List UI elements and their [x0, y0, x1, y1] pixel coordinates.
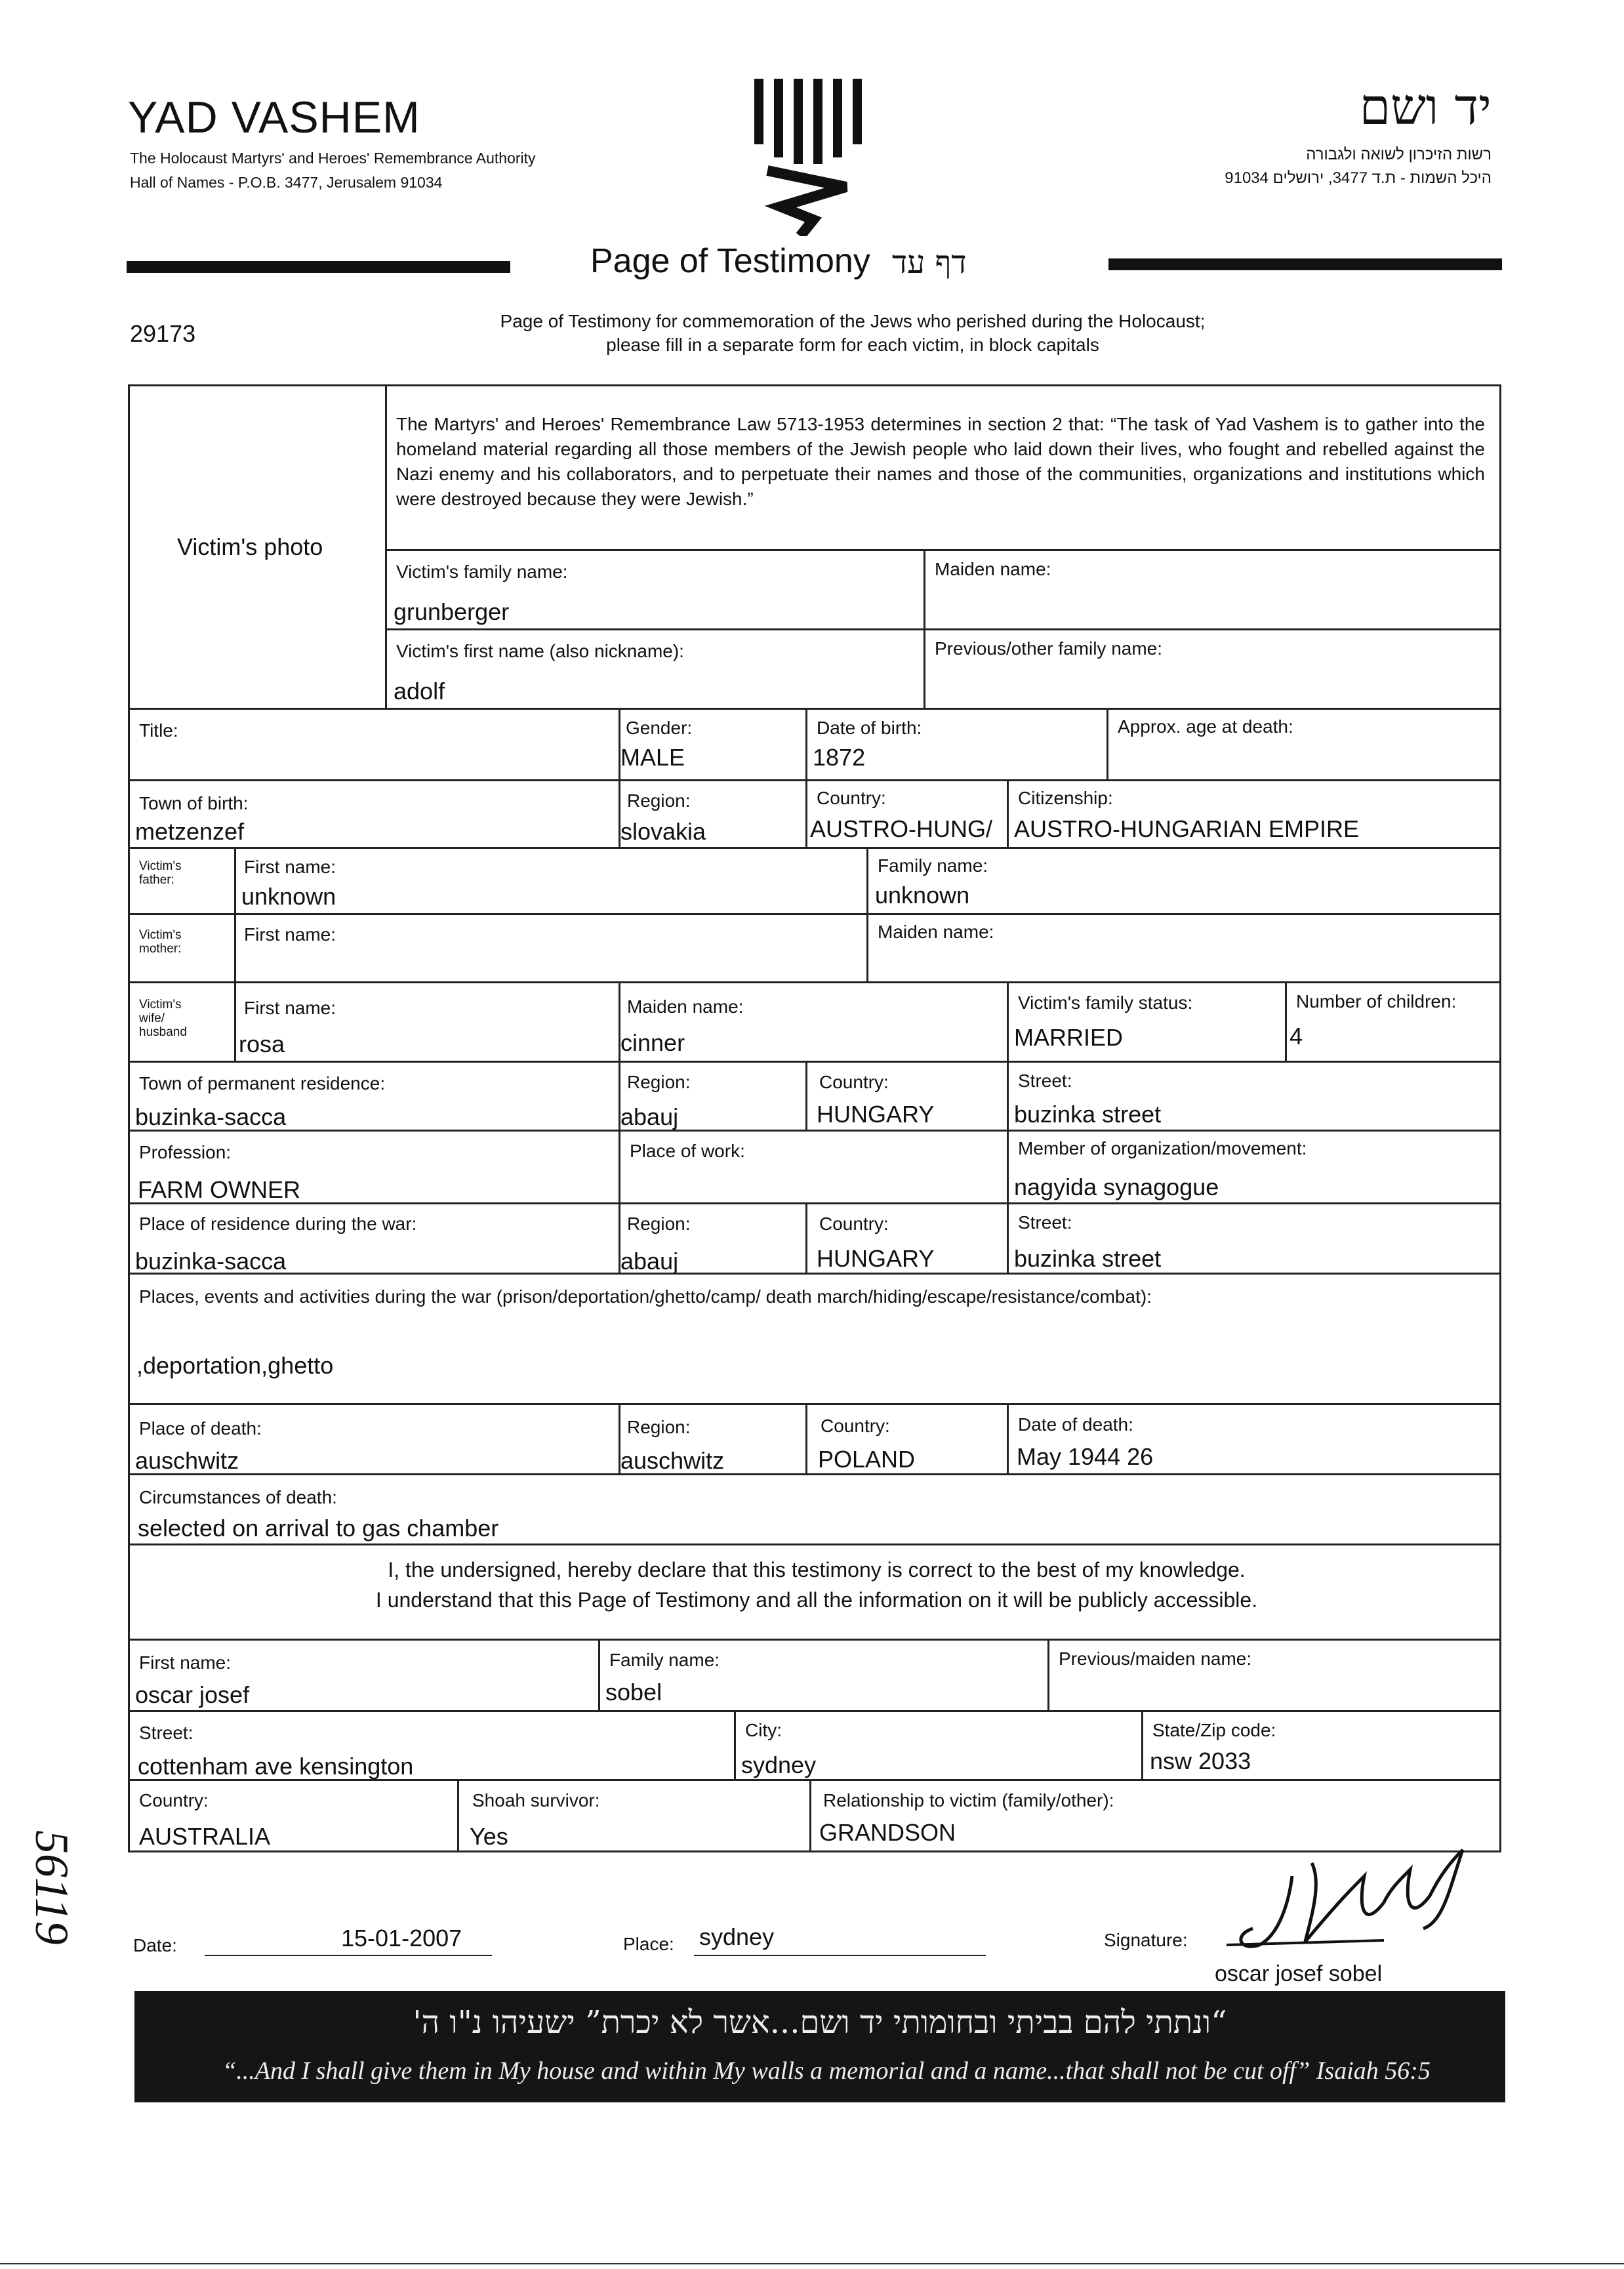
residence-town-label: Town of permanent residence:	[139, 1073, 386, 1094]
residence-region-label: Region:	[627, 1072, 691, 1092]
death-region-label: Region:	[627, 1417, 691, 1437]
maiden-name-label: Maiden name:	[935, 559, 1051, 579]
gender-label: Gender:	[626, 718, 693, 738]
residence-country-cell	[805, 1061, 1009, 1132]
date-value: 15-01-2007	[341, 1925, 462, 1952]
children-value: 4	[1289, 1023, 1303, 1050]
mother-first-label: First name:	[244, 924, 336, 945]
death-country-label: Country:	[821, 1416, 890, 1436]
title-rule-right	[1108, 258, 1502, 270]
profession-cell	[128, 1130, 620, 1204]
spouse-first-value: rosa	[239, 1031, 285, 1057]
children-cell	[1285, 981, 1501, 1063]
footer-hebrew-quote: “ונתתי להם בביתי ובחומותי יד ושם...אשר לא יכרת” ישעיהו נ"ו ה'	[413, 2004, 1227, 2041]
survivor-cell	[457, 1779, 811, 1852]
date-line	[205, 1955, 492, 1956]
previous-name-label: Previous/other family name:	[935, 638, 1163, 659]
member-org-value: nagyida synagogue	[1014, 1174, 1219, 1200]
father-first-label: First name:	[244, 857, 336, 877]
death-circumstances-label: Circumstances of death:	[139, 1487, 337, 1507]
date-label: Date:	[133, 1935, 177, 1955]
birth-region-cell	[619, 779, 807, 849]
org-subtitle-en: The Holocaust Martyrs' and Heroes' Remembrance Authority	[130, 150, 536, 167]
death-date-label: Date of death:	[1018, 1414, 1133, 1435]
spouse-row-cell	[128, 981, 236, 1063]
submitter-zip-value: nsw 2033	[1150, 1748, 1251, 1774]
first-name-cell	[385, 628, 925, 710]
intro-line-1: Page of Testimony for commemoration of the Jews who perished during the Holocaust;	[500, 311, 1206, 331]
victim-photo-label: Victim's photo	[177, 533, 323, 560]
death-place-label: Place of death:	[139, 1418, 262, 1439]
children-label: Number of children:	[1296, 991, 1457, 1012]
death-country-value: POLAND	[818, 1446, 916, 1473]
submitter-first-label: First name:	[139, 1652, 232, 1673]
death-circumstances-value: selected on arrival to gas chamber	[138, 1515, 499, 1542]
first-name-value: adolf	[394, 678, 445, 705]
residence-street-cell	[1007, 1061, 1501, 1132]
gender-cell	[619, 708, 807, 781]
first-name-label: Victim's first name (also nickname):	[396, 641, 684, 661]
org-address-he: היכל השמות - ת.ד 3477, ירושלים 91034	[1225, 169, 1492, 187]
spouse-first-label: First name:	[244, 998, 336, 1018]
gender-value: MALE	[620, 744, 685, 771]
war-country-cell	[805, 1202, 1009, 1275]
residence-region-cell	[619, 1061, 807, 1132]
death-date-value: May 1944 26	[1017, 1443, 1154, 1470]
margin-number: 56119	[26, 1830, 78, 1945]
submitter-first-cell	[128, 1639, 600, 1712]
war-street-label: Street:	[1018, 1212, 1072, 1233]
age-label: Approx. age at death:	[1118, 716, 1293, 737]
profession-value: FARM OWNER	[138, 1176, 300, 1203]
father-family-cell	[866, 847, 1501, 915]
death-date-cell	[1007, 1403, 1501, 1475]
family-name-label: Victim's family name:	[396, 562, 568, 582]
signature-image	[1213, 1837, 1482, 1961]
submitter-country-cell	[128, 1779, 459, 1852]
spouse-first-cell	[234, 981, 620, 1063]
mother-maiden-label: Maiden name:	[878, 922, 994, 942]
survivor-label: Shoah survivor:	[472, 1790, 600, 1810]
relationship-value: GRANDSON	[819, 1819, 956, 1846]
title-cell	[128, 708, 620, 781]
spouse-row-label: Victim's wife/ husband	[139, 998, 187, 1039]
page-title-he: דף עד	[892, 244, 967, 281]
title-rule-left	[127, 261, 510, 273]
submitter-street-cell	[128, 1710, 736, 1781]
survivor-value: Yes	[470, 1823, 508, 1850]
org-subtitle-he: רשות הזיכרון לשואה ולגבורה	[1306, 146, 1492, 163]
family-name-cell	[385, 549, 925, 630]
death-country-cell	[805, 1403, 1009, 1475]
spouse-maiden-label: Maiden name:	[627, 996, 744, 1017]
war-residence-value: buzinka-sacca	[135, 1248, 287, 1275]
submitter-zip-label: State/Zip code:	[1152, 1720, 1276, 1740]
citizenship-cell	[1007, 779, 1501, 849]
war-residence-label: Place of residence during the war:	[139, 1214, 417, 1234]
place-of-work-label: Place of work:	[630, 1141, 745, 1161]
war-region-label: Region:	[627, 1214, 691, 1234]
member-org-label: Member of organization/movement:	[1018, 1138, 1307, 1158]
law-text: The Martyrs' and Heroes' Remembrance Law 5713-1953 determines in section 2 that: “The task of Yad Vashem is to gather into the homeland material regarding all those members of the Jewish people who laid down their lives, who fought and rebelled against the Nazi enemy and his collaborators, and to perpetuate their names and those of the communities, organizations and institutions which were destroyed because they were Jewish.”	[396, 414, 1485, 509]
relationship-label: Relationship to victim (family/other):	[823, 1790, 1114, 1810]
residence-country-label: Country:	[819, 1072, 889, 1092]
victim-photo-box	[128, 384, 387, 710]
mother-row-cell	[128, 913, 236, 983]
war-country-value: HUNGARY	[817, 1245, 935, 1272]
dob-cell	[805, 708, 1108, 781]
place-value: sydney	[699, 1923, 775, 1950]
death-region-cell	[619, 1403, 807, 1475]
footer-banner	[134, 1991, 1505, 2102]
dob-value: 1872	[813, 744, 866, 771]
war-residence-cell	[128, 1202, 620, 1275]
spouse-maiden-cell	[619, 981, 1009, 1063]
death-place-value: auschwitz	[135, 1447, 239, 1474]
citizenship-label: Citizenship:	[1018, 788, 1113, 808]
declaration-text	[138, 1555, 1495, 1615]
family-status-cell	[1007, 981, 1287, 1063]
war-region-cell	[619, 1202, 807, 1275]
residence-street-value: buzinka street	[1014, 1101, 1162, 1128]
father-first-cell	[234, 847, 868, 915]
father-row-cell	[128, 847, 236, 915]
title-label: Title:	[139, 720, 178, 741]
war-country-label: Country:	[819, 1214, 889, 1234]
residence-country-value: HUNGARY	[817, 1101, 935, 1128]
submitter-family-label: Family name:	[609, 1650, 720, 1670]
father-family-value: unknown	[875, 882, 970, 909]
submitter-zip-cell	[1141, 1710, 1501, 1781]
org-name-en: YAD VASHEM	[128, 92, 420, 142]
mother-maiden-cell	[866, 913, 1501, 983]
residence-street-label: Street:	[1018, 1071, 1072, 1091]
father-row-label: Victim's father:	[139, 859, 182, 887]
mother-first-cell	[234, 913, 868, 983]
page-title: Page of Testimony	[590, 242, 870, 280]
submitter-prev-cell	[1047, 1639, 1501, 1712]
place-line	[694, 1955, 986, 1956]
form-intro	[367, 310, 1338, 357]
dob-label: Date of birth:	[817, 718, 922, 738]
submitter-family-cell	[598, 1639, 1049, 1712]
submitter-street-value: cottenham ave kensington	[138, 1753, 414, 1780]
father-first-value: unknown	[241, 883, 336, 910]
birth-region-value: slovakia	[620, 818, 706, 845]
family-name-value: grunberger	[394, 598, 510, 625]
place-label: Place:	[623, 1934, 674, 1954]
age-cell	[1106, 708, 1501, 781]
submitter-family-value: sobel	[605, 1679, 662, 1706]
family-status-value: MARRIED	[1014, 1024, 1124, 1051]
war-events-label: Places, events and activities during the war (prison/deportation/ghetto/camp/ death march/hiding/escape/resistance/combat):	[139, 1286, 1152, 1307]
previous-name-cell	[924, 628, 1501, 710]
residence-town-cell	[128, 1061, 620, 1132]
footer-english-quote: “...And I shall give them in My house and within My walls a memorial and a name...that shall not be cut off” Isaiah 56:5	[222, 2057, 1431, 2085]
death-place-cell	[128, 1403, 620, 1475]
submitter-city-cell	[734, 1710, 1143, 1781]
maiden-name-cell	[924, 549, 1501, 630]
form-number: 29173	[130, 320, 196, 347]
signature-label: Signature:	[1104, 1930, 1188, 1950]
death-circumstances-cell	[128, 1473, 1501, 1545]
residence-region-value: abauj	[620, 1103, 679, 1130]
org-name-he: יד ושם	[1359, 77, 1492, 136]
org-address-en: Hall of Names - P.O.B. 3477, Jerusalem 91034	[130, 174, 443, 191]
spouse-maiden-value: cinner	[620, 1029, 685, 1056]
birth-town-label: Town of birth:	[139, 793, 249, 813]
birth-town-value: metzenzef	[135, 818, 245, 845]
death-region-value: auschwitz	[620, 1447, 725, 1474]
bottom-scan-line	[0, 2263, 1624, 2264]
birth-region-label: Region:	[627, 790, 691, 811]
war-street-value: buzinka street	[1014, 1245, 1162, 1272]
member-org-cell	[1007, 1130, 1501, 1204]
birth-country-value: AUSTRO-HUNG/	[810, 815, 992, 842]
yad-vashem-logo	[741, 72, 872, 236]
submitter-city-label: City:	[745, 1720, 782, 1740]
birth-country-cell	[805, 779, 1009, 849]
declaration-line-1: I, the undersigned, hereby declare that this testimony is correct to the best of my knowledge.	[388, 1558, 1246, 1582]
war-street-cell	[1007, 1202, 1501, 1275]
citizenship-value: AUSTRO-HUNGARIAN EMPIRE	[1014, 815, 1360, 842]
residence-town-value: buzinka-sacca	[135, 1103, 287, 1130]
war-events-cell	[128, 1273, 1501, 1405]
mother-row-label: Victim's mother:	[139, 928, 182, 956]
declaration-line-2: I understand that this Page of Testimony and all the information on it will be publicly accessible.	[375, 1588, 1258, 1612]
war-region-value: abauj	[620, 1248, 679, 1275]
profession-label: Profession:	[139, 1142, 232, 1162]
birth-country-label: Country:	[817, 788, 886, 808]
father-family-label: Family name:	[878, 855, 988, 876]
submitter-prev-label: Previous/maiden name:	[1059, 1648, 1252, 1669]
submitter-country-label: Country:	[139, 1790, 209, 1810]
submitter-country-value: AUSTRALIA	[139, 1823, 271, 1850]
submitter-city-value: sydney	[741, 1751, 817, 1778]
intro-line-2: please fill in a separate form for each victim, in block capitals	[606, 335, 1099, 355]
submitter-first-value: oscar josef	[135, 1681, 250, 1708]
place-of-work-cell	[619, 1130, 1009, 1204]
signature-name: oscar josef sobel	[1215, 1961, 1383, 1986]
submitter-street-label: Street:	[139, 1723, 193, 1743]
family-status-label: Victim's family status:	[1018, 992, 1193, 1013]
war-events-value: ,deportation,ghetto	[136, 1352, 334, 1379]
birth-town-cell	[128, 779, 620, 849]
